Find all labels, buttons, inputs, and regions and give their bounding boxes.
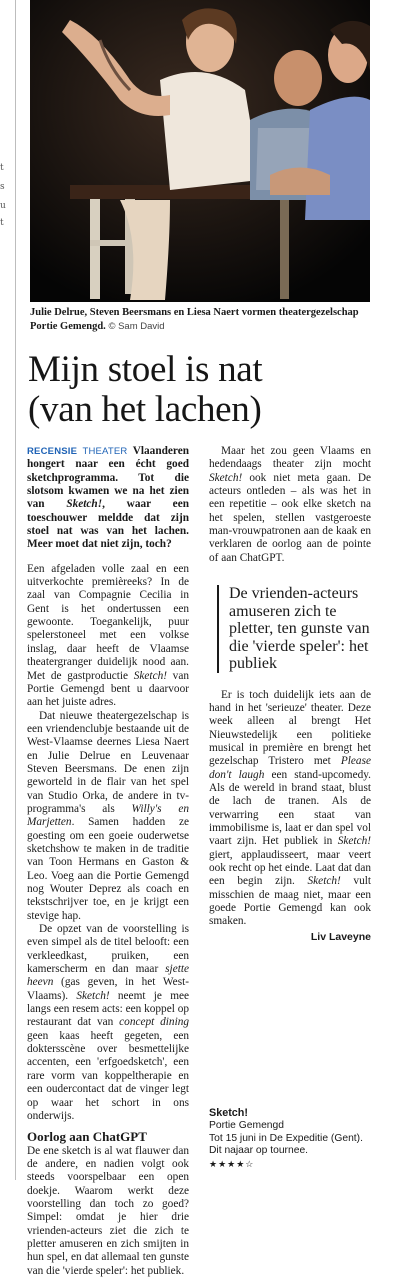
photo-credit: © Sam David [108,321,165,332]
kicker-recensie: RECENSIE [27,446,78,457]
body-text: Maar het zou geen Vlaams en hedendaags theater zijn mocht [209,445,371,471]
margin-letter: t [0,218,4,228]
article-column-1 [27,445,189,1278]
headline-line-2: (van het lachen) [28,389,262,430]
body-text: een stand-upcomedy. Als de wereld in brand staat, blust de lach de tranen. Als de verwarring een staat van immobilisme is, laat er dan spel vol vaart zijn. Het publiek in [209,768,371,848]
lead-emphasis: Sketch! [66,498,103,511]
body-paragraph [209,689,371,929]
theater-photo-icon [30,0,370,302]
theater-photo [30,0,370,302]
body-text: (gas geven, in het West-Vlaams). [27,976,189,1002]
body-emphasis: Sketch! [133,669,167,682]
column-divider [15,0,16,1180]
body-emphasis: Please don't laugh [209,755,371,781]
margin-letter: t [0,163,4,173]
body-emphasis: Sketch! [209,471,243,484]
article-column-2 [209,445,371,944]
lead-paragraph [27,445,189,552]
lead-text-a: Vlaanderen hongert naar een écht goed sketchprogramma. Tot die slotsom kwamen we na het zien van [27,445,190,511]
show-info-box [209,1107,387,1171]
body-text: Er is toch duidelijk iets aan de hand in het 'serieuze' theater. Deze week alleen al brengt Het Nieuwstedelijk een politieke musical in première en brengt het gezelschap Tristero met [209,688,371,768]
show-title: Sketch! [209,1107,249,1119]
show-company: Portie Gemengd [209,1119,284,1131]
body-text: giert, applaudisseert, maar veert ook recht op het einde. Laat dat dan een begin zijn. [209,848,371,888]
body-emphasis: Willy's en Marjetten [27,802,189,829]
body-paragraph: De ene sketch is al wat flauwer dan de andere, en nadien volgt ook steeds voorspelbaar een open doekje. Waarom werkt deze voorstelling dan toch zo goed? Simpel: omdat je hier drie vrienden-acteurs ziet die zich te pletter amuseren en zich smijten in hun spel, en dat allemaal ten gunste van die 'vierde speler': het publiek. [27,1144,189,1277]
body-text: . Samen hadden ze goesting om een goeie ouderwetse sketchshow te maken in de traditie van Toon Hermans en Gaston & Leo. Voeg aan die Portie Gemengd nog Wouter Deprez als coach en tekstschrijver toe, en je krijgt een stevige hap. [27,816,189,922]
body-text: De opzet van de voorstelling is even simpel als de titel belooft: een verkleedkast, pruiken, een kamerscherm en dan maar [27,923,189,976]
body-text: vult misschien de maag niet, maar een goede Portie Gemengd kan ook smaken. [209,875,371,928]
photo-caption [30,306,370,334]
margin-letter: s [0,182,5,192]
body-paragraph [27,710,189,924]
lead-text-b: , waar een toeschouwer meldde dat zijn stoel nat was van het lachen. Meer moet dat niet zijn, toch? [27,498,189,551]
body-emphasis: sjette heevn [27,963,189,989]
body-emphasis: Sketch! [337,835,371,848]
section-kicker [27,446,127,457]
body-emphasis: Sketch! [76,989,110,1002]
body-text: Dat nieuwe theatergezelschap is een vriendenclubje bestaande uit de West-Vlaamse deernes Liesa Naert en Julie Delrue en Leuvenaar Steven Beersmans. De enen zijn geworteld in de flair van het spel van Studio Orka, de andere in tv-programma's als [27,709,189,815]
show-tour: Dit najaar op tournee. [209,1145,309,1157]
body-paragraph [209,445,371,565]
body-text: van Portie Gemengd bent u daarvoor aan het juiste adres. [27,669,189,709]
pull-quote: De vrienden-acteurs amuseren zich te pletter, ten gunste van die 'vierde speler': het publiek [217,585,371,673]
margin-letter: u [0,201,6,211]
body-text: geen kaas heeft gegeten, een doktersscène over besmettelijke accenten, een 'erfgoedsketch', een rare vorm van koppeltherapie en een oudercontact dat de vinger legt op waar het schort in ons onderwijs. [27,1029,189,1122]
body-paragraph [27,563,189,710]
rating-stars-icon: ★★★★☆ [209,1159,255,1170]
body-text: neemt je mee langs een resem acts: een koppel op restaurant dat van [27,989,190,1029]
lead-text [27,445,189,550]
page-title [28,350,388,430]
show-dates: Tot 15 juni in De Expeditie (Gent). [209,1132,363,1144]
body-text: Een afgeladen volle zaal en een uitverkochte premièreeks? In de zaal van Compagnie Cecilia in Gent is het ondertussen een gewoonte. Toegankelijk, puur spelerstoneel met een volkse inslag, daar heeft de Vlaamse theatergranger duidelijk nood aan. Met de gastproductie [27,562,189,682]
kicker-theater: THEATER [82,446,128,457]
subheading: Oorlog aan ChatGPT [27,1129,147,1145]
headline-line-1: Mijn stoel is nat [28,349,263,390]
body-emphasis: concept dining [119,1016,190,1029]
caption-text: Julie Delrue, Steven Beersmans en Liesa Naert vormen theatergezelschap Portie Gemengd. [30,307,359,332]
author-byline: Liv Laveyne [310,930,371,943]
body-text: ook niet meta gaan. De acteurs ontleden – als was het in een repetitie – ook elke sketch na het spelen, stellen vastgeroeste man-vrouwpatronen aan de kaak en verklaren de oorlog aan de pointe of aan ChatGPT. [209,471,371,564]
body-emphasis: Sketch! [307,875,341,888]
body-paragraph [27,923,189,1123]
